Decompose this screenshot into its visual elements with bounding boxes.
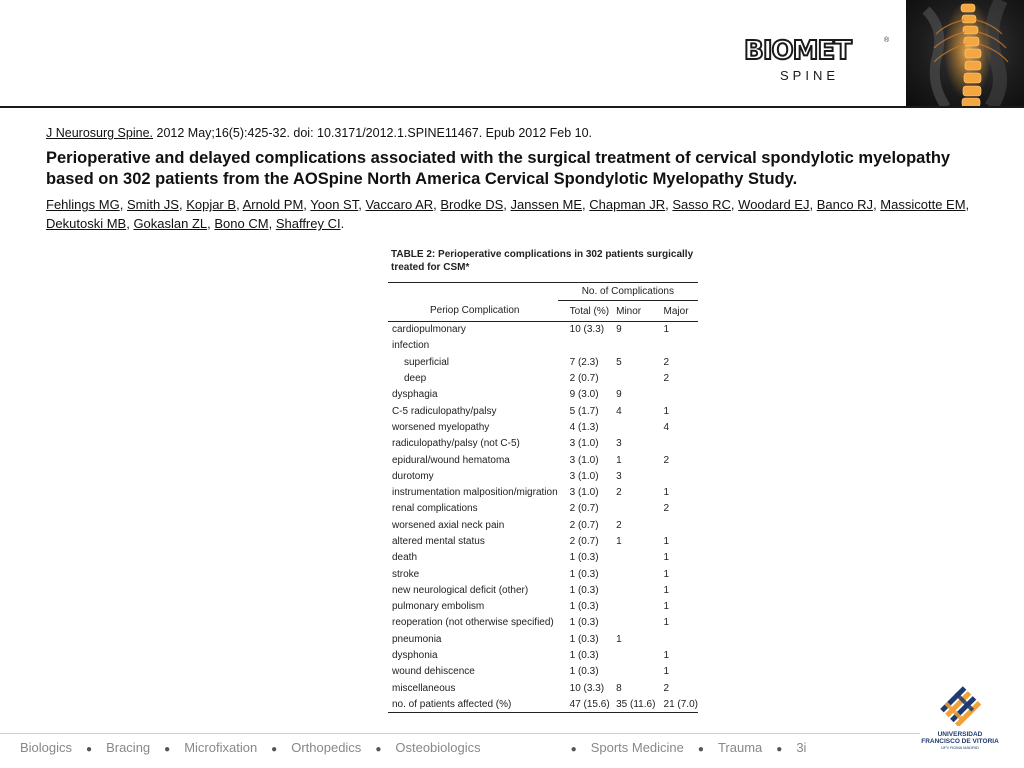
- cell-minor: [610, 501, 655, 517]
- cell-total: 4 (1.3): [569, 421, 599, 433]
- table-row: [388, 533, 698, 549]
- cell-total: 1 (0.3): [569, 633, 599, 645]
- author-link[interactable]: Woodard EJ: [738, 197, 810, 212]
- cell-major: [656, 517, 698, 533]
- footer-nav-item[interactable]: Bracing: [106, 740, 151, 755]
- cell-minor: 1: [616, 633, 622, 645]
- table-row: [388, 354, 698, 370]
- cell-major: 1: [663, 584, 670, 596]
- ufv-logo-icon: [938, 686, 982, 726]
- cell-minor: [610, 419, 655, 435]
- header-divider: [0, 106, 1024, 108]
- footer-nav-item[interactable]: 3i: [796, 740, 807, 755]
- table-header-row: [388, 301, 698, 322]
- nav-separator: ●: [570, 744, 577, 755]
- table-row: [388, 582, 698, 598]
- col-header-total: Total (%): [569, 305, 610, 317]
- table-row: [388, 387, 698, 403]
- author-link[interactable]: Shaffrey CI: [275, 216, 341, 231]
- table-body: [388, 322, 698, 713]
- author-link[interactable]: Sasso RC: [672, 197, 731, 212]
- cell-minor: [610, 338, 655, 354]
- author-link[interactable]: Fehlings MG: [46, 197, 120, 212]
- cell-major: [656, 631, 698, 647]
- cell-total: 3 (1.0): [569, 438, 599, 450]
- cell-complication: durotomy: [392, 470, 434, 482]
- footer-nav-item[interactable]: Trauma: [717, 740, 763, 755]
- author-link[interactable]: Bono CM: [214, 216, 269, 231]
- table-row: [388, 680, 698, 696]
- cell-major: [656, 468, 698, 484]
- cell-minor: [610, 647, 655, 663]
- author-link[interactable]: Chapman JR: [589, 197, 666, 212]
- col-header-major: Major: [663, 305, 689, 317]
- spine-xray-image: [906, 0, 1024, 107]
- table-row: [388, 599, 698, 615]
- cell-minor: 2: [616, 519, 622, 531]
- author-list: Fehlings MG, Smith JS, Kopjar B, Arnold PM, Yoon ST, Vaccaro AR, Brodke DS, Janssen ME, Chapman JR, Sasso RC, Woodard EJ, Banco RJ, Massicotte EM, Dekutoski MB, Gokaslan ZL, Bono CM, Shaffrey CI.: [46, 197, 970, 231]
- author-link[interactable]: Smith JS: [126, 197, 179, 212]
- nav-separator: ●: [697, 744, 704, 755]
- cell-minor: 35 (11.6): [610, 696, 655, 712]
- author-link[interactable]: Brodke DS: [440, 197, 504, 212]
- table-row: [388, 517, 698, 533]
- author-link[interactable]: Gokaslan ZL: [133, 216, 208, 231]
- author-link[interactable]: Massicotte EM: [880, 197, 966, 212]
- logo-text: BIOMET: [744, 36, 851, 66]
- nav-separator: ●: [86, 744, 93, 755]
- cell-major: 1: [663, 405, 670, 417]
- group-header-complications: No. of Complications: [558, 283, 698, 301]
- cell-major: [656, 436, 698, 452]
- ufv-motto: UFV ROMA MADRID: [941, 745, 979, 750]
- citation-details: 2012 May;16(5):425-32. doi: 10.3171/2012.1.SPINE11467. Epub 2012 Feb 10.: [156, 126, 593, 140]
- cell-major: [656, 338, 698, 354]
- cell-total: 1 (0.3): [569, 666, 599, 678]
- cell-minor: [610, 582, 655, 598]
- cell-complication: death: [392, 552, 418, 564]
- table-row: [388, 615, 698, 631]
- complications-table-figure: [388, 248, 700, 713]
- biomet-spine-logo: [744, 37, 890, 87]
- cell-total: 2 (0.7): [569, 503, 599, 515]
- citation-line: [46, 126, 592, 140]
- cell-minor: 2: [616, 487, 622, 499]
- cell-complication: worsened myelopathy: [392, 421, 490, 433]
- table-row: [388, 452, 698, 468]
- cell-complication: dysphonia: [392, 650, 438, 662]
- ufv-name-line1: UNIVERSIDAD: [937, 731, 983, 738]
- ufv-logo: [918, 686, 1002, 758]
- cell-major: 1: [663, 617, 670, 629]
- cell-complication: superficial: [404, 356, 450, 368]
- cell-minor: [610, 550, 655, 566]
- table-row: [388, 501, 698, 517]
- cell-major: 2: [663, 503, 670, 515]
- author-link[interactable]: Banco RJ: [816, 197, 874, 212]
- logo-subtext: SPINE: [780, 68, 840, 83]
- table-row: [388, 566, 698, 582]
- cell-total: 7 (2.3): [569, 356, 599, 368]
- footer-nav-item[interactable]: Sports Medicine: [590, 740, 684, 755]
- cell-total: [558, 338, 610, 354]
- table-caption: TABLE 2: Perioperative complications in 302 patients surgically treated for CSM*: [391, 249, 694, 273]
- cell-total: 1 (0.3): [569, 650, 599, 662]
- cell-major: 2: [663, 373, 670, 385]
- cell-minor: 4: [616, 405, 622, 417]
- cell-total: 3 (1.0): [569, 454, 599, 466]
- table-row: [388, 631, 698, 647]
- cell-complication: wound dehiscence: [392, 666, 475, 678]
- cell-complication: instrumentation malposition/migration: [392, 487, 558, 499]
- cell-major: 21 (7.0): [656, 696, 698, 712]
- cell-minor: 1: [616, 536, 622, 547]
- footer-nav-item[interactable]: Biologics: [20, 740, 73, 755]
- cell-complication: radiculopathy/palsy (not C-5): [392, 438, 520, 450]
- cell-complication: pulmonary embolism: [392, 601, 485, 613]
- cell-total: 47 (15.6): [558, 696, 610, 712]
- footer-divider: [0, 733, 920, 734]
- cell-complication: epidural/wound hematoma: [392, 454, 510, 466]
- complications-table: [388, 282, 698, 713]
- cell-minor: [610, 615, 655, 631]
- cell-complication: altered mental status: [392, 536, 485, 547]
- cell-major: 1: [663, 324, 670, 336]
- cell-total: 9 (3.0): [569, 389, 599, 401]
- cell-minor: 9: [616, 324, 622, 336]
- table-row: [388, 436, 698, 452]
- table-row: [388, 696, 698, 712]
- cell-minor: 1: [616, 454, 622, 466]
- table-group-header-row: [388, 283, 698, 301]
- cell-complication: cardiopulmonary: [392, 324, 466, 336]
- cell-minor: [610, 566, 655, 582]
- author-link[interactable]: Yoon ST: [310, 197, 359, 212]
- table-row: [388, 484, 698, 500]
- page-header: [0, 0, 1024, 107]
- cell-total: 10 (3.3): [569, 324, 605, 336]
- table-row: [388, 419, 698, 435]
- cell-total: 1 (0.3): [569, 584, 599, 596]
- author-link[interactable]: Vaccaro AR: [365, 197, 434, 212]
- author-link[interactable]: Janssen ME: [510, 197, 583, 212]
- nav-separator: ●: [164, 744, 171, 755]
- cell-major: 2: [663, 454, 670, 466]
- nav-separator: ●: [776, 744, 783, 755]
- cell-total: 2 (0.7): [569, 536, 599, 547]
- cell-major: 1: [663, 552, 670, 564]
- cell-complication: infection: [392, 340, 430, 352]
- cell-total: 1 (0.3): [569, 617, 599, 629]
- table-row: [388, 550, 698, 566]
- col-header-minor: Minor: [616, 305, 642, 317]
- nav-separator: ●: [271, 744, 278, 755]
- table-row: [388, 370, 698, 386]
- cell-minor: [610, 599, 655, 615]
- cell-major: [656, 387, 698, 403]
- cell-total: 1 (0.3): [569, 601, 599, 613]
- cell-minor: 3: [616, 470, 622, 482]
- footer-nav-item[interactable]: Orthopedics: [291, 740, 362, 755]
- cell-complication: no. of patients affected (%): [388, 696, 558, 712]
- cell-total: 3 (1.0): [569, 470, 599, 482]
- footer-nav-item[interactable]: Microfixation: [184, 740, 258, 755]
- col-header-complication: Periop Complication: [430, 305, 520, 317]
- cell-major: 1: [663, 568, 670, 580]
- cell-minor: [610, 664, 655, 680]
- table-row: [388, 647, 698, 663]
- table-row: [388, 664, 698, 680]
- author-link[interactable]: Kopjar B: [186, 197, 237, 212]
- cell-total: 2 (0.7): [569, 373, 599, 385]
- cell-total: 2 (0.7): [569, 519, 599, 531]
- cell-major: 2: [663, 356, 670, 368]
- cell-complication: deep: [404, 373, 427, 385]
- cell-major: 2: [663, 682, 670, 694]
- cell-total: 5 (1.7): [569, 405, 599, 417]
- cell-complication: pneumonia: [392, 633, 442, 645]
- cell-minor: 8: [616, 682, 622, 694]
- cell-complication: renal complications: [392, 503, 478, 515]
- footer-nav-item[interactable]: Osteobiologics: [395, 740, 481, 755]
- table-row: [388, 322, 698, 338]
- cell-complication: dysphagia: [392, 389, 438, 401]
- cell-minor: 9: [616, 389, 622, 401]
- cell-complication: miscellaneous: [392, 682, 456, 694]
- table-row: [388, 403, 698, 419]
- table-row: [388, 468, 698, 484]
- cell-major: 4: [663, 421, 670, 433]
- author-link[interactable]: Arnold PM: [242, 197, 304, 212]
- cell-major: 1: [663, 536, 670, 547]
- cell-minor: 3: [616, 438, 622, 450]
- journal-link[interactable]: J Neurosurg Spine.: [46, 126, 154, 140]
- cell-minor: 5: [616, 356, 622, 368]
- nav-separator: ●: [375, 744, 382, 755]
- cell-major: 1: [663, 650, 670, 662]
- cell-complication: C-5 radiculopathy/palsy: [392, 405, 497, 417]
- cell-complication: reoperation (not otherwise specified): [392, 617, 554, 629]
- cell-major: 1: [663, 487, 670, 499]
- cell-complication: worsened axial neck pain: [392, 519, 505, 531]
- author-link[interactable]: Dekutoski MB: [46, 216, 127, 231]
- cell-major: 1: [663, 601, 670, 613]
- table-row: [388, 338, 698, 354]
- page-footer: [0, 733, 1024, 768]
- article-title: Perioperative and delayed complications associated with the surgical treatment of cervical spondylotic myelopathy based on 302 patients from the AOSpine North America Cervical Spondylotic Myelopathy Study.: [46, 149, 951, 188]
- cell-complication: stroke: [392, 568, 420, 580]
- logo-registered-mark: ®: [884, 37, 890, 44]
- cell-total: 1 (0.3): [569, 552, 599, 564]
- cell-total: 1 (0.3): [569, 568, 599, 580]
- cell-total: 3 (1.0): [569, 487, 599, 499]
- footer-nav: [20, 740, 806, 755]
- cell-major: 1: [663, 666, 670, 678]
- ufv-name-line2: FRANCISCO DE VITORIA: [921, 738, 999, 745]
- cell-complication: new neurological deficit (other): [392, 584, 529, 596]
- cell-minor: [610, 370, 655, 386]
- cell-total: 10 (3.3): [569, 682, 605, 694]
